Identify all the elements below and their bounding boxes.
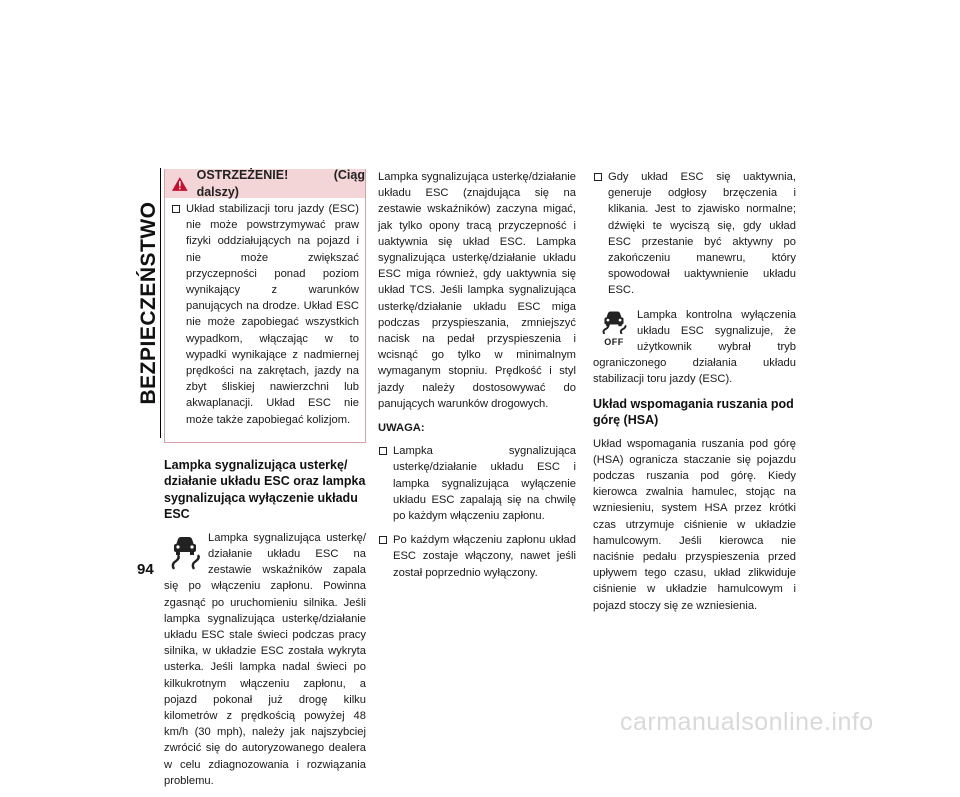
hsa-heading: Układ wspomagania ruszania pod górę (HSA): [593, 396, 794, 428]
hsa-body: Układ wspomagania ruszania pod górę (HSA) ogranicza staczanie się pojazdu podczas ruszania pod górę. Kiedy kierowca zwalnia hamulec, stojąc na wzniesieniu, system HSA przez krótki czas utrzymuje ciśnienie w układzie hamulcowym. Jeśli kierowca nie naciśnie pedału przyspieszenia przed upływem tego czasu, układ zlikwiduje ciśnienie w układzie hamulcowym i pojazd stoczy się ze wzniesienia.: [593, 437, 796, 612]
warning-triangle-icon: [171, 176, 189, 192]
esc-off-paragraph: [593, 307, 796, 388]
warning-title: OSTRZEŻENIE! (Ciąg dalszy): [196, 168, 365, 199]
page-number: 94: [137, 561, 154, 578]
esc-skid-car-icon: [164, 530, 206, 574]
column-3: [593, 169, 796, 622]
esc-off-icon-label: OFF: [604, 336, 624, 347]
warning-header: [165, 169, 365, 198]
esc-off-text-tail: jazdy (ESC).: [669, 373, 733, 386]
esc-off-icon: [593, 307, 635, 351]
note-bullet: [378, 532, 576, 581]
warning-body: [165, 198, 365, 442]
bullet-square-icon: [172, 205, 180, 213]
esc-off-text: Lampka kontrolna wyłączenia układu ESC sygnalizuje, że użytkownik wybrał tryb ograniczonego działania układu stabilizacji toru: [593, 308, 796, 386]
esc-flash-paragraph: Lampka sygnalizująca usterkę/działanie układu ESC (znajdująca się na zestawie wskaźników) zaczyna migać, jak tylko opony tracą przyczepność i uaktywnia się układ ESC. Lampka sygnalizująca usterkę/działanie układu ESC miga również, gdy uaktywnia się układ TCS. Jeśli lampka sygnalizująca usterkę/działanie układu ESC miga podczas przyspieszania, zmniejszyć nacisk na pedał przyspieszenia i wcisnąć go tylko w minimalnym wymaganym stopniu. Prędkość i styl jazdy należy dostosowywać do panujących warunków drogowych.: [378, 171, 576, 410]
note-bullet-text: Lampka sygnalizująca usterkę/działanie układu ESC i lampka sygnalizująca wyłączenie układu ESC zapalają się na chwilę po każdym włączeniu zapłonu.: [393, 445, 576, 523]
watermark: carmanualsonline.info: [620, 708, 874, 736]
note-bullet: [593, 169, 796, 299]
esc-lamp-continuation: Powinna zgasnąć po uruchomieniu silnika. Jeśli lampka sygnalizująca usterkę/działanie układu ESC stale świeci podczas pracy silnika, w układzie ESC została wykryta usterka. Jeśli lampka nadal świeci po kilkukrotnym włączeniu zapłonu, a pojazd pokonał już drogę kilku kilometrów z prędkością powyżej 48 km/h (30 mph), należy jak najszybciej zwrócić się do autoryzowanego dealera w celu zdiagnozowania i rozwiązania problemu.: [164, 580, 366, 787]
column-1: [164, 169, 366, 797]
note-bullet-text: Po każdym włączeniu zapłonu układ ESC zostaje włączony, nawet jeśli został poprzednio wyłączony.: [393, 534, 576, 579]
warning-bullet: [171, 201, 359, 428]
note-title: UWAGA:: [378, 422, 425, 435]
column-2: [378, 169, 576, 589]
lamp-section-heading: Lampka sygnalizująca usterkę/ działanie układu ESC oraz lampka sygnalizująca wyłączenie układu ESC: [164, 457, 366, 522]
esc-lamp-paragraph: [164, 530, 366, 789]
bullet-square-icon: [379, 447, 387, 455]
bullet-square-icon: [379, 536, 387, 544]
warning-box: [164, 169, 366, 443]
bullet-square-icon: [594, 173, 602, 181]
note-bullet-text: Gdy układ ESC się uaktywnia, generuje odgłosy brzęczenia i klikania. Jest to zjawisko normalne; dźwięki te wyciszą się, gdy układ ESC przestanie być aktywny po zakończeniu manewru, który spowodował uaktywnienie układu ESC.: [608, 171, 796, 297]
warning-bullet-text: Układ stabilizacji toru jazdy (ESC) nie może powstrzymywać praw fizyki oddziałujących na pojazd i nie może zwiększać przyczepności ponad poziom wynikający z warunków panujących na drodze. Układ ESC nie może zapobiegać wszystkich wypadkom, włączając w to wypadki wynikające z nadmiernej prędkości na zakrętach, jazdy na zbyt śliskiej nawierzchni lub akwaplanacji. Układ ESC nie może także zapobiegać kolizjom.: [186, 203, 359, 426]
esc-lamp-icon-text: Lampka sygnalizująca usterkę/ działanie układu ESC na zestawie wskaźników zapala się po włączeniu zapłonu.: [164, 531, 366, 593]
section-title: BEZPIECZEŃSTWO: [137, 201, 160, 405]
section-side-tab: [138, 168, 161, 438]
note-bullet: [378, 443, 576, 524]
